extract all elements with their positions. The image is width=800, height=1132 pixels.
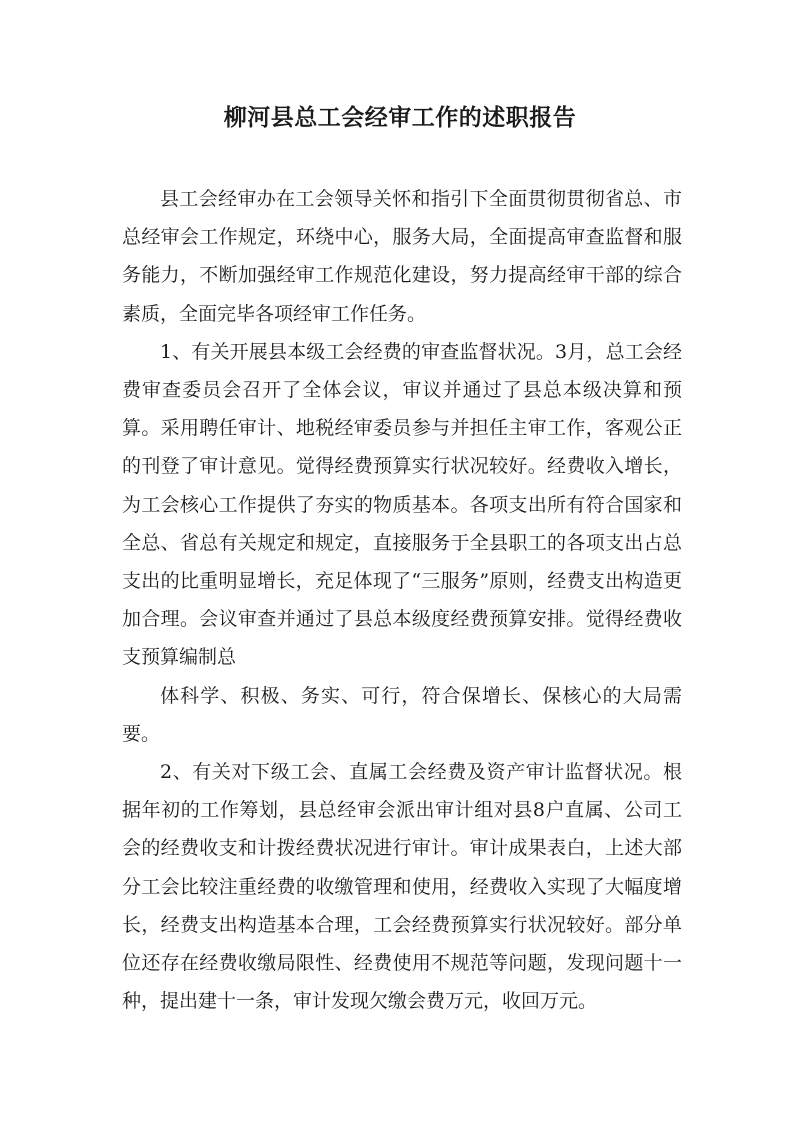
paragraph-section-2: 2、有关对下级工会、直属工会经费及资产审计监督状况。根据年初的工作筹划，县总经审会派出审计组对县8户直属、公司工会的经费收支和计拨经费状况进行审计。审计成果表白，上述大部分工会比较注重经费的收缴管理和使用，经费收入实现了大幅度增长，经费支出构造基本合理，工会经费预算实行状况较好。部分单位还存在经费收缴局限性、经费使用不规范等问题，发现问题十一种，提出建十一条，审计发现欠缴会费万元，收回万元。 — [122, 761, 682, 1013]
document-title: 柳河县总工会经审工作的述职报告 — [223, 104, 577, 131]
document-body — [122, 180, 682, 1020]
paragraph-section-1: 1、有关开展县本级工会经费的审查监督状况。3月，总工会经费审查委员会召开了全体会议，审议并通过了县总本级决算和预算。采用聘任审计、地税经审委员参与并担任主审工作，客观公正的刊登了审计意见。觉得经费预算实行状况较好。经费收入增长，为工会核心工作提供了夯实的物质基本。各项支出所有符合国家和全总、省总有关规定和规定，直接服务于全县职工的各项支出占总支出的比重明显增长，充足体现了“三服务”原则，经费支出构造更加合理。会议审查并通过了县总本级度经费预算安排。觉得经费收支预算编制总 — [122, 340, 682, 669]
paragraph-section-1-continued: 体科学、积极、务实、可行，符合保增长、保核心的大局需要。 — [122, 684, 682, 745]
paragraph-intro: 县工会经审办在工会领导关怀和指引下全面贯彻贯彻省总、市总经审会工作规定，环绕中心，服务大局，全面提高审查监督和服务能力，不断加强经审工作规范化建设，努力提高经审干部的综合素质，全面完毕各项经审工作任务。 — [122, 188, 682, 325]
